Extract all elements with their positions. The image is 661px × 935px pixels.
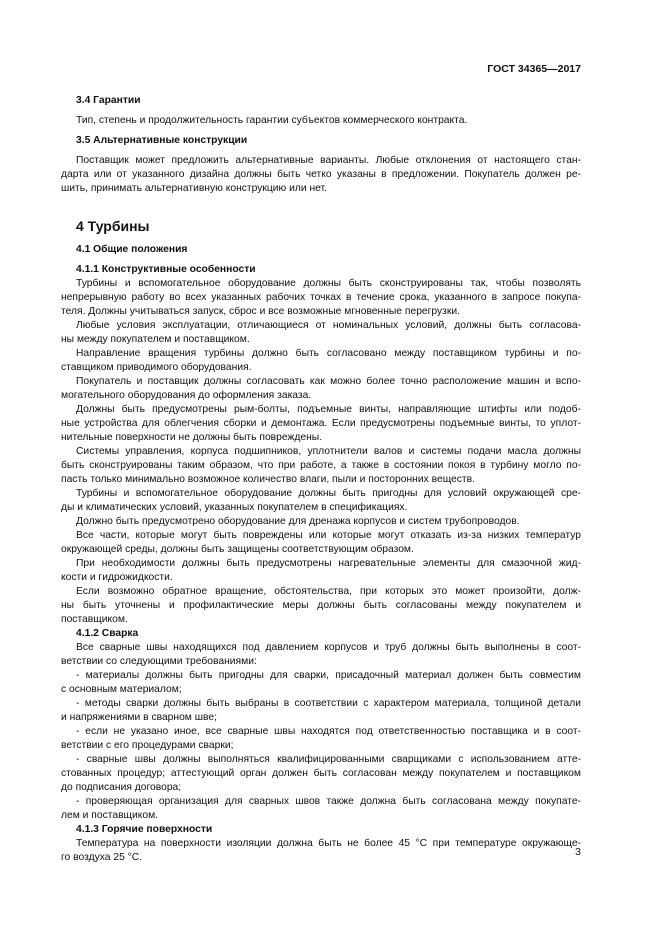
paragraph-line: стованных процедур; аттестующий орган должен быть согласован между покупателем и поставщиком — [61, 768, 581, 779]
paragraph-line: го воздуха 25 °С. — [61, 852, 143, 863]
paragraph-line: теля. Должны учитываться запуск, сброс и все возможные мгновенные перегрузки. — [61, 306, 461, 317]
section-heading: 4.1.3 Горячие поверхности — [76, 824, 213, 835]
section-heading: 4.1.2 Сварка — [76, 628, 139, 639]
paragraph-line: шить, принимать альтернативную конструкцию или нет. — [61, 183, 327, 194]
paragraph-line: ны между покупателем и поставщиком. — [61, 334, 250, 345]
paragraph-line: ные устройства для облегчения сборки и демонтажа. Если предусмотрены подъемные винты, то уплот- — [61, 418, 581, 429]
paragraph-line: Температура на поверхности изоляции должна быть не более 45 °С при температуре окружающе- — [76, 838, 581, 849]
paragraph-line: Направление вращения турбины должно быть согласовано между поставщиком турбины и по- — [76, 348, 581, 359]
section-heading: 4.1 Общие положения — [76, 244, 188, 255]
paragraph-line: лем и поставщиком. — [61, 810, 159, 821]
paragraph-line: могательного оборудования до оформления заказа. — [61, 390, 312, 401]
paragraph-line: нительные поверхности не должны быть повреждены. — [61, 432, 323, 443]
paragraph-line: быть сконструированы таким образом, что при работе, а также в состоянии покоя в турбину могло по- — [61, 460, 581, 471]
paragraph-line: - методы сварки должны быть выбраны в соответствии с характером материала, толщиной детали — [76, 698, 581, 709]
paragraph-line: - материалы должны быть пригодны для сварки, присадочный материал должен быть совместим — [76, 670, 581, 681]
paragraph-line: Турбины и вспомогательное оборудование должны быть пригодны для условий окружающей сре- — [76, 488, 581, 499]
paragraph-line: Поставщик может предложить альтернативные варианты. Любые отклонения от настоящего стан- — [76, 155, 581, 166]
paragraph-line: окружающей среды, должны быть защищены соответствующим образом. — [61, 544, 414, 555]
paragraph-line: до подписания договора; — [61, 782, 182, 793]
paragraph-line: непрерывную работу во всех указанных рабочих точках в течение срока, указанного в запросе покупа- — [61, 292, 581, 303]
section-heading: 4.1.1 Конструктивные особенности — [76, 264, 256, 275]
paragraph-line: ставщиком приводимого оборудования. — [61, 362, 252, 373]
paragraph-line: ны быть уточнены и профилактические меры должны быть согласованы между покупателем и — [61, 600, 581, 611]
paragraph-line: ветствии с его процедурами сварки; — [61, 740, 234, 751]
paragraph-line: ды и климатических условий, указанных покупателем в спецификациях. — [61, 502, 408, 513]
paragraph-line: поставщиком. — [61, 614, 128, 625]
chapter-heading: 4 Турбины — [76, 218, 150, 234]
document-code: ГОСТ 34365—2017 — [487, 63, 581, 75]
paragraph-line: Покупатель и поставщик должны согласовать как можно более точно расположение машин и вспо- — [76, 376, 581, 387]
paragraph-line: При необходимости должны быть предусмотрены нагревательные элементы для смазочной жид- — [76, 558, 581, 569]
paragraph-line: Любые условия эксплуатации, отличающиеся от номинальных условий, должны быть согласова- — [76, 320, 581, 331]
paragraph-line: - если не указано иное, все сварные швы находятся под ответственностью поставщика и в соот- — [76, 726, 581, 737]
paragraph-line: Все части, которые могут быть повреждены или которые могут отказать из-за низких температур — [76, 530, 581, 541]
paragraph-line: Тип, степень и продолжительность гарантии субъектов коммерческого контракта. — [76, 115, 468, 126]
section-heading: 3.4 Гарантии — [76, 95, 141, 106]
paragraph-line: - сварные швы должны выполняться квалифицированными сварщиками с использованием атте- — [76, 754, 581, 765]
page-number: 3 — [575, 846, 581, 858]
paragraph-line: - проверяющая организация для сварных швов также должна быть согласована между покупате- — [76, 796, 581, 807]
paragraph-line: Если возможно обратное вращение, обстоятельства, при которых это может произойти, долж- — [76, 586, 581, 597]
paragraph-line: Должно быть предусмотрено оборудование для дренажа корпусов и систем трубопроводов. — [76, 516, 520, 527]
paragraph-line: пасть только минимально возможное количество влаги, пыли и посторонних веществ. — [61, 474, 475, 485]
section-heading: 3.5 Альтернативные конструкции — [76, 135, 248, 146]
paragraph-line: Должны быть предусмотрены рым-болты, подъемные винты, направляющие штифты или подоб- — [76, 404, 581, 415]
paragraph-line: Турбины и вспомогательное оборудование должны быть сконструированы так, чтобы позволять — [76, 278, 581, 289]
paragraph-line: кости и гидрожидкости. — [61, 572, 173, 583]
paragraph-line: дарта или от указанного дизайна должны быть четко указаны в предложении. Покупатель должен ре- — [61, 169, 581, 180]
paragraph-line: Все сварные швы находящихся под давлением корпусов и труб должны быть выполнены в соот- — [76, 642, 581, 653]
paragraph-line: Системы управления, корпуса подшипников, уплотнители валов и системы подачи масла должны — [76, 446, 581, 457]
paragraph-line: ветствии со следующими требованиями: — [61, 656, 257, 667]
paragraph-line: и напряжениями в сварном шве; — [61, 712, 217, 723]
paragraph-line: с основным материалом; — [61, 684, 182, 695]
